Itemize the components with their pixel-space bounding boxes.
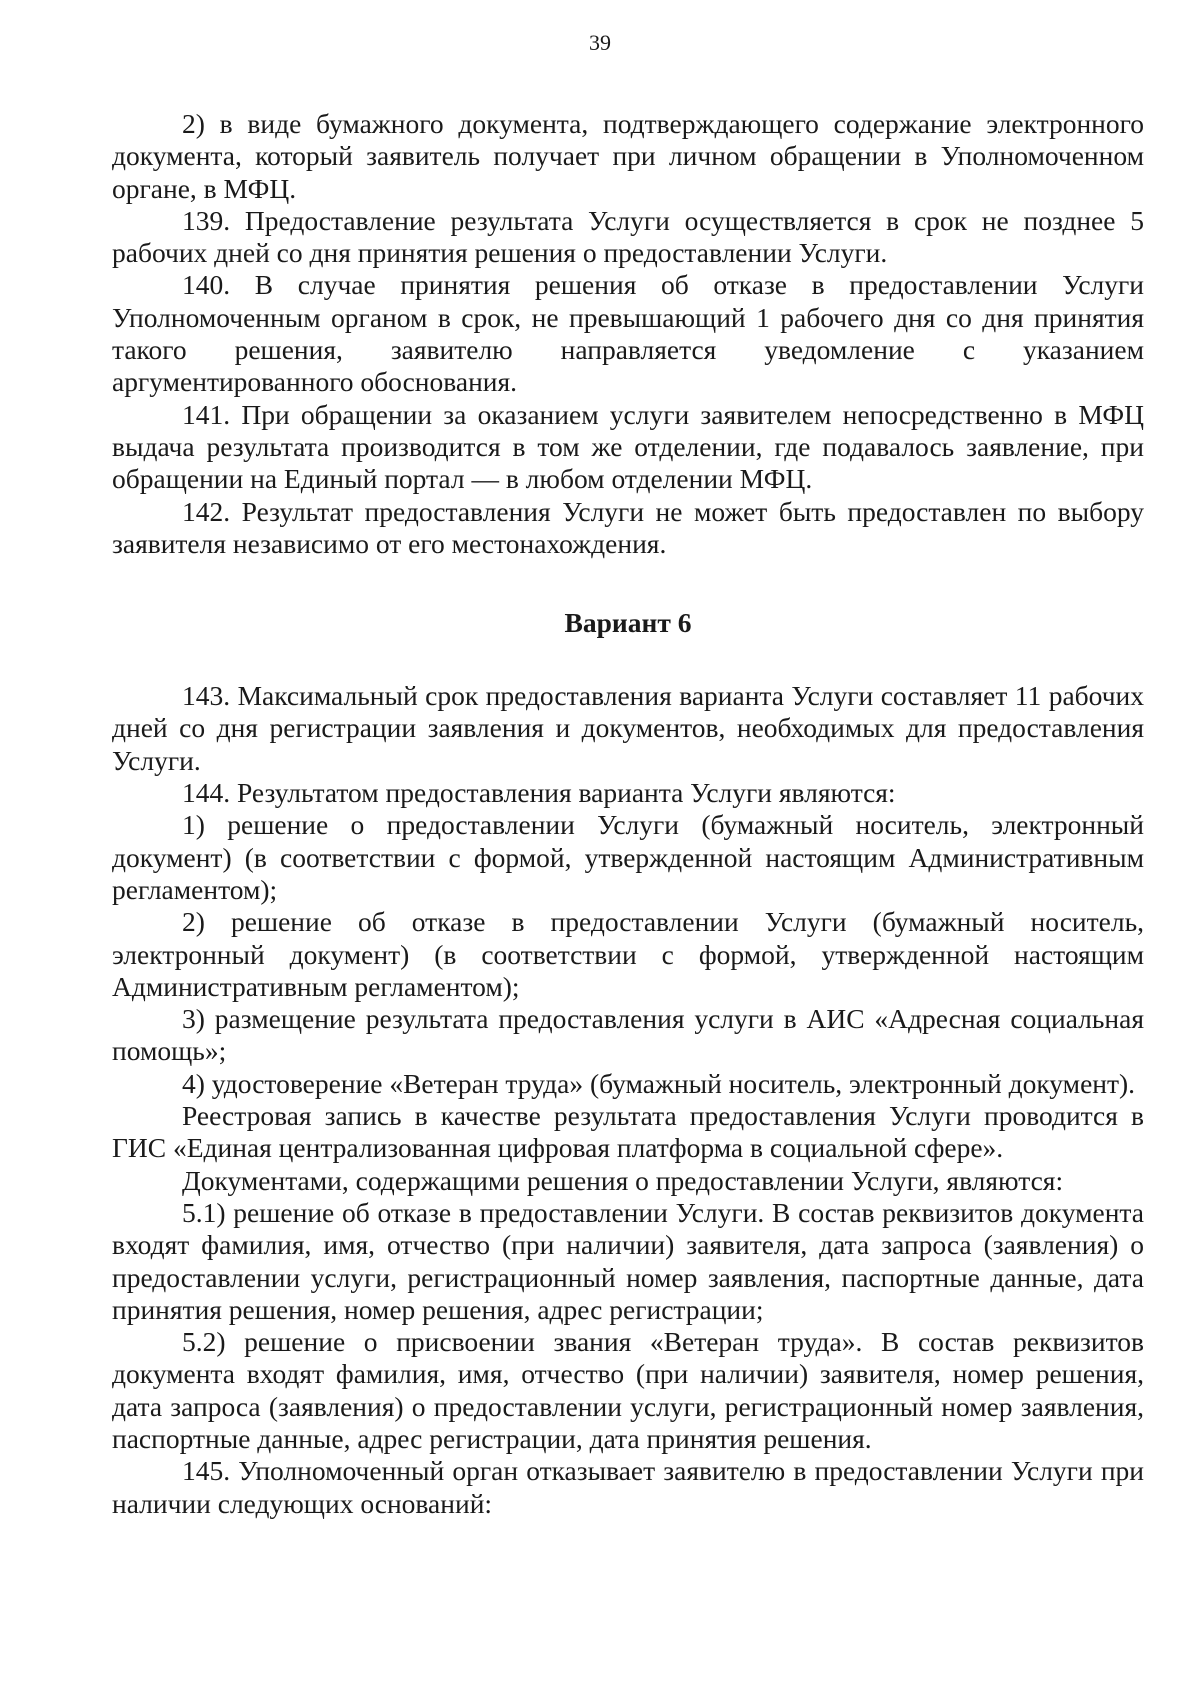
paragraph: 143. Максимальный срок предоставления варианта Услуги составляет 11 рабочих дней со дня регистрации заявления и документов, необходимых для предоставления Услуги. [112, 680, 1144, 776]
paragraph: 140. В случае принятия решения об отказе в предоставлении Услуги Уполномоченным органом в срок, не превышающий 1 рабочего дня со дня принятия такого решения, заявителю направляется уведомление с указанием аргументированного обоснования. [112, 269, 1144, 398]
page-number: 39 [589, 30, 611, 55]
list-item: 5.2) решение о присвоении звания «Ветеран труда». В состав реквизитов документа входят фамилия, имя, отчество (при наличии) заявителя, номер решения, дата запроса (заявления) о предоставлении услуги, регистрационный номер заявления, паспортные данные, адрес регистрации, дата принятия решения. [112, 1326, 1144, 1454]
paragraph: 141. При обращении за оказанием услуги заявителем непосредственно в МФЦ выдача результата производится в том же отделении, где подавалось заявление, при обращении на Единый портал — в любом отделении МФЦ. [112, 398, 1144, 495]
list-item: 1) решение о предоставлении Услуги (бумажный носитель, электронный документ) (в соответствии с формой, утвержденной настоящим Административным регламентом); [112, 809, 1144, 905]
document-body [112, 108, 1144, 1520]
paragraph: 144. Результатом предоставления варианта Услуги являются: [182, 777, 896, 809]
paragraph: 2) в виде бумажного документа, подтверждающего содержание электронного документа, который заявитель получает при личном обращении в Уполномоченном органе, в МФЦ. [112, 108, 1144, 204]
paragraph: Реестровая запись в качестве результата предоставления Услуги проводится в ГИС «Единая централизованная цифровая платформа в социальной сфере». [112, 1100, 1144, 1164]
list-item: 4) удостоверение «Ветеран труда» (бумажный носитель, электронный документ). [182, 1067, 1136, 1099]
list-item: 3) размещение результата предоставления услуги в АИС «Адресная социальная помощь»; [112, 1003, 1144, 1067]
paragraph: 142. Результат предоставления Услуги не может быть предоставлен по выбору заявителя независимо от его местонахождения. [112, 495, 1144, 559]
list-item: 5.1) решение об отказе в предоставлении Услуги. В состав реквизитов документа входят фамилия, имя, отчество (при наличии) заявителя, дата запроса (заявления) о предоставлении услуги, регистрационный номер заявления, паспортные данные, дата принятия решения, номер решения, адрес регистрации; [112, 1196, 1144, 1325]
paragraph: 139. Предоставление результата Услуги осуществляется в срок не позднее 5 рабочих дней со дня принятия решения о предоставлении Услуги. [112, 204, 1144, 269]
paragraph: 145. Уполномоченный орган отказывает заявителю в предоставлении Услуги при наличии следующих оснований: [112, 1455, 1144, 1519]
paragraph: Документами, содержащими решения о предоставлении Услуги, являются: [182, 1164, 1064, 1196]
list-item: 2) решение об отказе в предоставлении Услуги (бумажный носитель, электронный документ) (в соответствии с формой, утвержденной настоящим Административным регламентом); [112, 906, 1144, 1002]
section-heading: Вариант 6 [564, 607, 692, 639]
